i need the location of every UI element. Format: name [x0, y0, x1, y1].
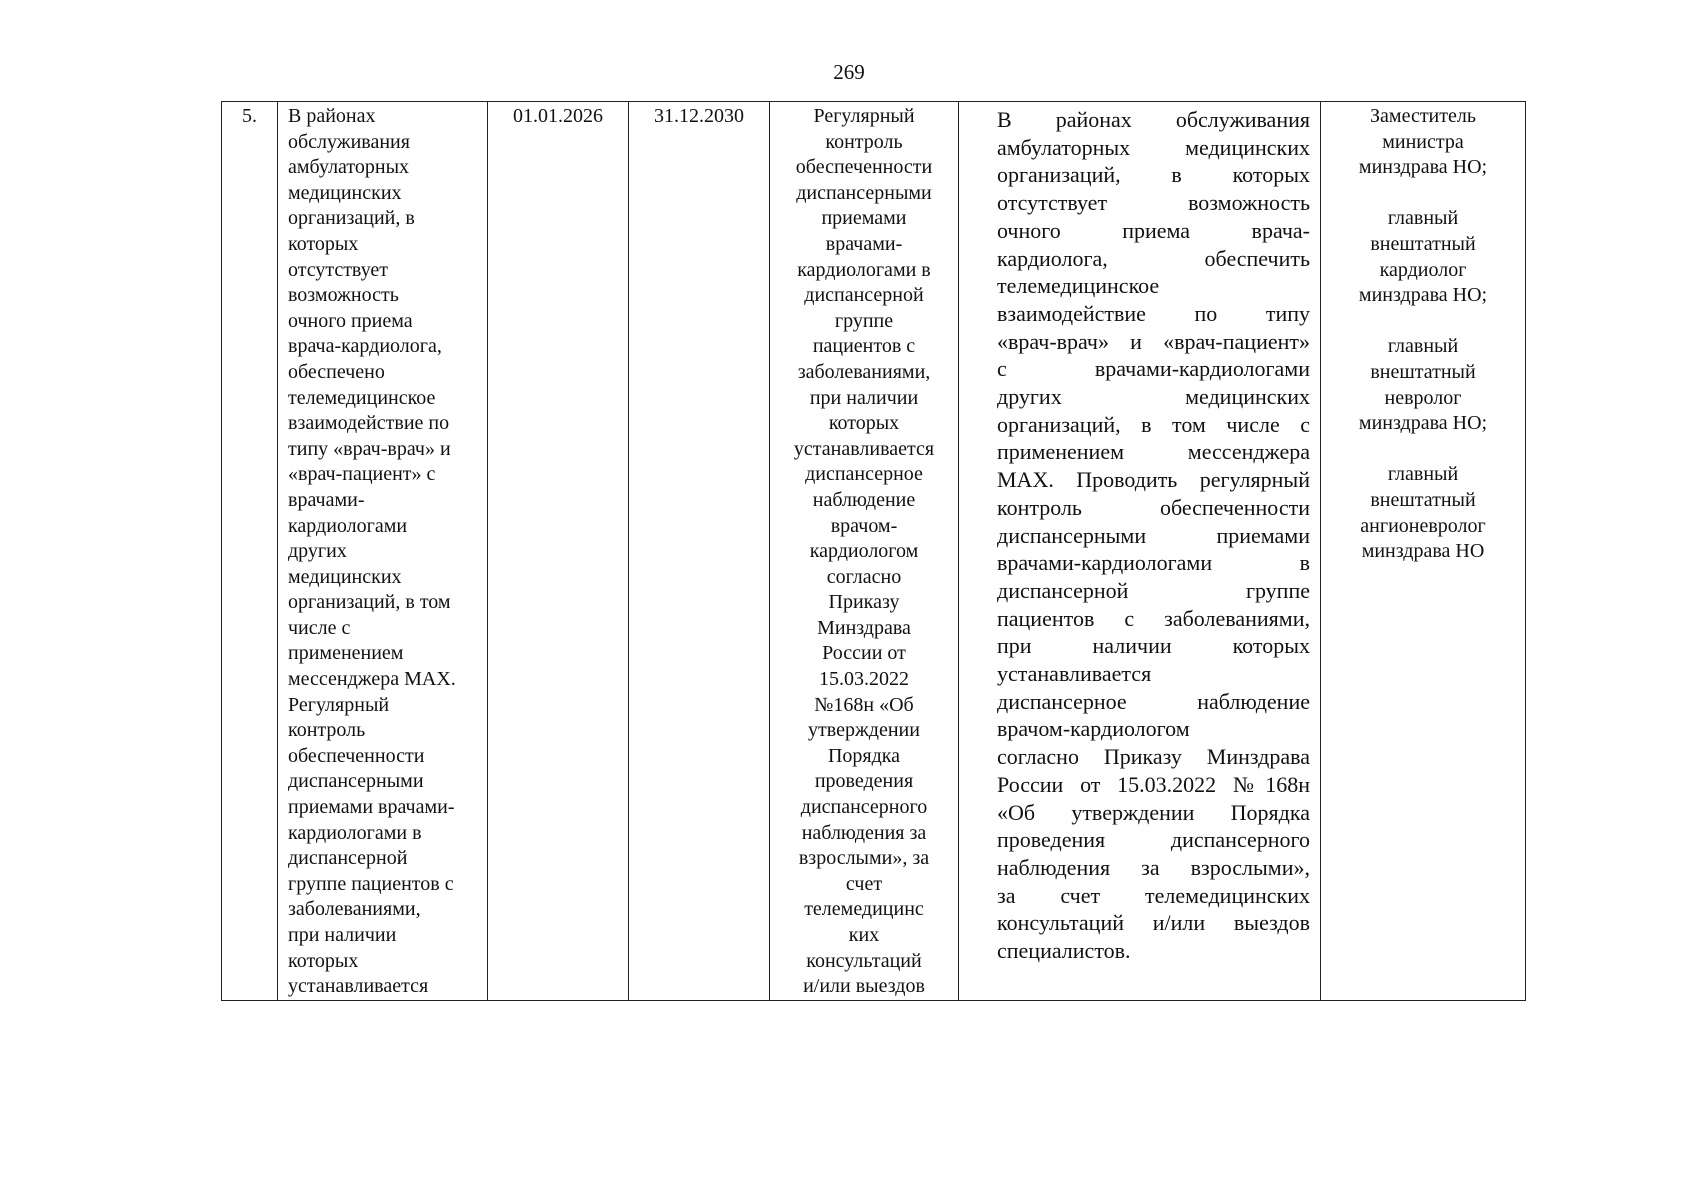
responsible-line: минздрава НО; — [1358, 412, 1488, 435]
indicator-line: диспансерной — [804, 284, 924, 307]
page-number: 269 — [833, 60, 865, 84]
action-line: мессенджера MAX. — [288, 668, 456, 691]
indicator-line: пациентов с — [812, 335, 916, 358]
indicator-line: и/или выездов — [803, 975, 925, 998]
indicator-line: обеспеченности — [795, 156, 933, 179]
description-line: телемедицинское — [997, 273, 1160, 299]
action-line: организаций, в — [288, 207, 415, 230]
description-line: консультаций и/или выездов — [997, 910, 1310, 936]
end-date: 31.12.2030 — [654, 105, 744, 127]
end-date-cell — [629, 102, 770, 1001]
description-line: MAX. Проводить регулярный — [997, 467, 1310, 493]
indicator-text — [770, 102, 958, 1000]
description-line: за счет телемедицинских — [997, 882, 1310, 908]
description-line: с врачами-кардиологами — [997, 356, 1310, 382]
description-line: наблюдения за взрослыми», — [997, 854, 1310, 880]
action-line: организаций, в том — [288, 591, 451, 614]
responsible-line: минздрава НО — [1361, 540, 1485, 563]
responsible-line: главный — [1387, 335, 1459, 358]
action-line: медицинских — [288, 181, 402, 204]
description-line: диспансерной группе — [997, 577, 1310, 603]
responsible-line: главный — [1387, 207, 1459, 230]
action-line: «врач-пациент» с — [288, 463, 436, 486]
description-line: врачами-кардиологами в — [997, 550, 1310, 576]
action-line: других — [288, 540, 347, 563]
action-line: диспансерными — [288, 770, 424, 793]
description-line: «Об утверждении Порядка — [997, 799, 1310, 825]
action-line: которых — [288, 232, 359, 255]
indicator-line: согласно — [826, 565, 902, 588]
start-date-cell — [488, 102, 629, 1001]
description-line: контроль обеспеченности — [997, 494, 1310, 520]
indicator-line: врачами- — [825, 232, 903, 255]
indicator-line: наблюдения за — [801, 821, 927, 844]
indicator-line: кардиологами в — [797, 258, 931, 281]
responsible-line: внештатный — [1370, 488, 1476, 511]
indicator-line: Минздрава — [817, 616, 911, 639]
responsible-line: главный — [1387, 463, 1459, 486]
description-line: проведения диспансерного — [997, 827, 1310, 853]
indicator-line: счет — [845, 872, 883, 895]
responsible-item — [1327, 104, 1519, 181]
action-line: амбулаторных — [288, 156, 410, 179]
description-line: взаимодействие по типу — [997, 300, 1310, 326]
indicator-line: ких — [848, 924, 880, 946]
action-line: числе с — [288, 616, 351, 639]
action-line: врачами- — [288, 488, 365, 511]
indicator-line: врачом- — [830, 514, 898, 537]
responsible-line: внештатный — [1370, 232, 1476, 255]
description-line: России от 15.03.2022 №168н — [997, 771, 1310, 797]
indicator-line: заболеваниями, — [797, 360, 931, 383]
action-line: группе пациентов с — [288, 872, 454, 895]
description-line: В районах обслуживания — [997, 107, 1310, 132]
action-line: кардиологами в — [288, 821, 422, 844]
responsible-line: министра — [1382, 130, 1464, 153]
indicator-line: консультаций — [806, 949, 922, 972]
description-cell — [959, 102, 1321, 1001]
action-text — [278, 102, 487, 1000]
responsible-line: ангионевролог — [1360, 514, 1486, 537]
responsible-line: минздрава НО; — [1358, 284, 1488, 307]
action-line: возможность — [288, 284, 399, 307]
indicator-line: проведения — [814, 770, 914, 793]
description-line: очного приема врача- — [997, 217, 1310, 243]
responsible-line: Заместитель — [1370, 105, 1476, 127]
action-line: типу «врач-врач» и — [288, 437, 451, 460]
indicator-line: Порядка — [827, 744, 901, 767]
responsible-list — [1321, 102, 1525, 565]
description-line: диспансерными приемами — [997, 522, 1310, 548]
action-line: приемами врачами- — [288, 796, 455, 819]
indicator-line: группе — [834, 309, 894, 332]
indicator-line: диспансерными — [796, 181, 932, 204]
description-line: пациентов с заболеваниями, — [997, 605, 1310, 631]
row-number: 5. — [242, 105, 257, 127]
responsible-line: кардиолог — [1379, 258, 1467, 281]
responsible-line: невролог — [1384, 386, 1462, 409]
description-line: специалистов. — [997, 938, 1131, 964]
action-line: применением — [288, 642, 404, 665]
action-line: устанавливается — [288, 975, 429, 998]
action-line: обслуживания — [288, 130, 410, 153]
responsible-item — [1327, 462, 1519, 564]
indicator-line: Регулярный — [813, 105, 915, 127]
action-line: диспансерной — [288, 847, 408, 870]
indicator-line: диспансерное — [805, 463, 923, 486]
indicator-line: наблюдение — [812, 488, 916, 511]
action-line: очного приема — [288, 309, 413, 332]
responsible-cell — [1321, 102, 1526, 1001]
description-text — [959, 102, 1320, 965]
table-row — [222, 102, 1526, 1001]
action-line: при наличии — [288, 924, 397, 946]
action-line: обеспечено — [288, 360, 385, 383]
action-line: медицинских — [288, 565, 402, 588]
indicator-line: устанавливается — [793, 437, 935, 460]
indicator-line: взрослыми», за — [798, 847, 930, 870]
description-line: других медицинских — [997, 384, 1310, 410]
description-line: «врач-врач» и «врач-пациент» — [997, 328, 1310, 354]
description-line: согласно Приказу Минздрава — [997, 744, 1310, 770]
description-line: организаций, в которых — [997, 162, 1310, 188]
action-line: которых — [288, 949, 359, 972]
action-line: телемедицинское — [288, 386, 436, 409]
action-line: врача-кардиолога, — [288, 335, 442, 358]
responsible-line: внештатный — [1370, 360, 1476, 383]
indicator-line: 15.03.2022 — [819, 668, 909, 691]
description-line: врачом-кардиологом — [997, 716, 1190, 742]
action-cell — [278, 102, 488, 1001]
responsible-line: минздрава НО; — [1358, 156, 1488, 179]
action-line: взаимодействие по — [288, 412, 450, 435]
description-line: амбулаторных медицинских — [997, 134, 1310, 160]
action-line: Регулярный — [288, 693, 390, 716]
activity-table — [221, 101, 1526, 1001]
description-line: устанавливается — [997, 661, 1152, 687]
indicator-line: России от — [822, 642, 906, 665]
row-number-cell — [222, 102, 278, 1001]
description-line: применением мессенджера — [997, 439, 1310, 465]
responsible-item — [1327, 206, 1519, 308]
indicator-cell — [770, 102, 959, 1001]
indicator-line: утверждении — [808, 719, 920, 742]
action-line: обеспеченности — [288, 744, 425, 767]
responsible-item — [1327, 334, 1519, 436]
indicator-line: диспансерного — [800, 796, 928, 819]
indicator-line: кардиологом — [809, 540, 919, 563]
description-line: организаций, в том числе с — [997, 411, 1310, 437]
description-line: при наличии которых — [997, 633, 1310, 659]
description-line: отсутствует возможность — [997, 190, 1310, 216]
action-line: В районах — [288, 105, 376, 127]
action-line: кардиологами — [288, 514, 408, 537]
start-date: 01.01.2026 — [513, 105, 603, 127]
action-line: отсутствует — [288, 258, 389, 281]
indicator-line: которых — [828, 412, 900, 435]
indicator-line: телемедицинс — [804, 898, 924, 921]
indicator-line: Приказу — [828, 591, 900, 614]
action-line: заболеваниями, — [288, 898, 421, 921]
indicator-line: №168н «Об — [814, 693, 914, 716]
indicator-line: при наличии — [809, 386, 919, 409]
description-line: кардиолога, обеспечить — [997, 245, 1310, 271]
description-line: диспансерное наблюдение — [997, 688, 1310, 714]
action-line: контроль — [288, 719, 366, 742]
indicator-line: контроль — [825, 130, 903, 153]
indicator-line: приемами — [821, 207, 907, 230]
